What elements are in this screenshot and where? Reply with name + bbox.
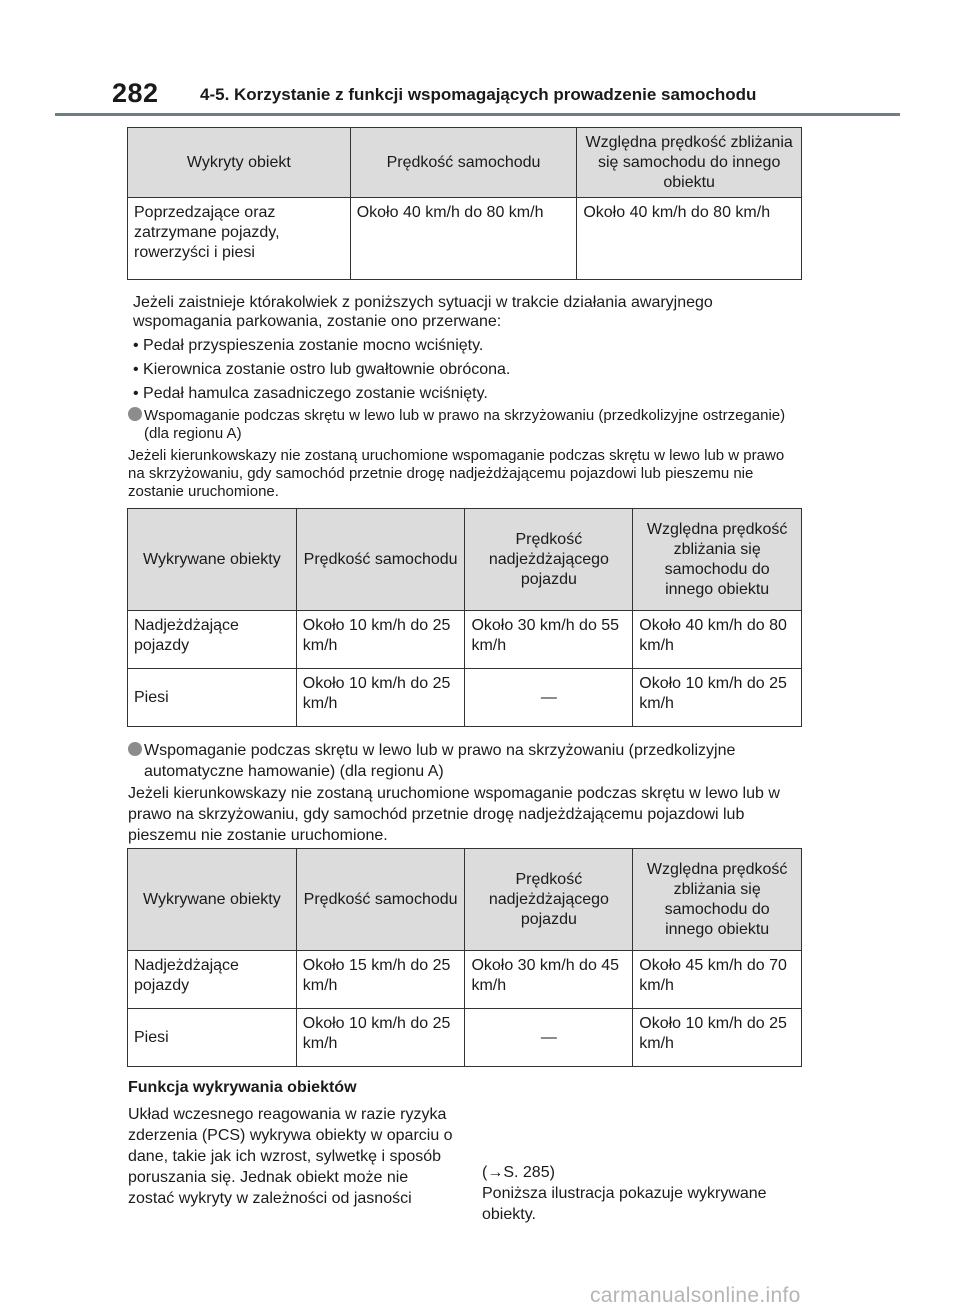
section-paragraph: Jeżeli kierunkowskazy nie zostaną uruchomione wspomaganie podczas skrętu w lewo lub w prawo na skrzyżowaniu, gdy samochód przetnie drogę nadjeżdżającemu pojazdowi lub pieszemu nie zostanie uruchomione.: [128, 785, 780, 844]
table-header-cell: Wykrywane obiekty: [128, 509, 297, 611]
page-reference-text: S. 285): [503, 1164, 555, 1181]
table-cell: Około 10 km/h do 25 km/h: [633, 1009, 802, 1067]
header-divider: [55, 113, 900, 116]
section-heading: [128, 740, 803, 782]
turn-assist-braking-table: [127, 848, 802, 1067]
arrow-right-icon: →: [487, 1164, 504, 1181]
table-row: [128, 951, 802, 1009]
detection-continuation: [482, 1078, 804, 1162]
detection-paragraph-2: Poniższa ilustracja pokazuje wykrywane obiekty.: [482, 1185, 767, 1223]
table-cell: Około 10 km/h do 25 km/h: [296, 611, 465, 669]
page-number: 282: [112, 78, 159, 108]
table-cell: Poprzedzające oraz zatrzymane pojazdy, rowerzyści i piesi: [128, 198, 351, 280]
page-header: [0, 0, 960, 118]
table-cell: Około 10 km/h do 25 km/h: [296, 669, 465, 727]
list-item: • Pedał hamulca zasadniczego zostanie wciśnięty.: [133, 385, 488, 402]
table-header-row: [128, 849, 802, 951]
table-header-row: [128, 509, 802, 611]
detection-column-right: [482, 1078, 804, 1225]
bullet-dot-icon: [128, 742, 142, 756]
table-header-cell: Względna prędkość zbliżania się samochodu do innego obiektu: [577, 128, 802, 198]
table-header-cell: Prędkość nadjeżdżającego pojazdu: [465, 849, 633, 951]
interrupt-paragraph: Jeżeli zaistnieje którakolwiek z poniższych sytuacji w trakcie działania awaryjnego wspomagania parkowania, zostanie ono przerwane:: [133, 294, 713, 330]
watermark: carmanualsonline.info: [590, 1284, 801, 1307]
table-cell: Około 10 km/h do 25 km/h: [633, 669, 802, 727]
section-title: 4-5. Korzystanie z funkcji wspomagających prowadzenie samochodu: [200, 85, 757, 104]
table-row: [128, 198, 802, 280]
table-cell: Piesi: [128, 1009, 297, 1067]
list-item-text: Kierownica zostanie ostro lub gwałtownie obrócona.: [143, 361, 511, 378]
detection-column-left: [128, 1104, 458, 1209]
bullet-list: [133, 336, 803, 403]
list-item-text: Pedał przyspieszenia zostanie mocno wciśnięty.: [143, 337, 484, 354]
list-item: • Pedał przyspieszenia zostanie mocno wciśnięty.: [133, 337, 484, 354]
table-cell: Około 30 km/h do 45 km/h: [465, 951, 633, 1009]
table-cell: Nadjeżdżające pojazdy: [128, 611, 297, 669]
table-cell: Około 40 km/h do 80 km/h: [350, 198, 577, 280]
table-cell: Około 10 km/h do 25 km/h: [296, 1009, 465, 1067]
table-row: [128, 1009, 802, 1067]
detection-paragraph: Układ wczesnego reagowania w razie ryzyka zderzenia (PCS) wykrywa obiekty w oparciu o dane, takie jak ich wzrost, sylwetkę i sposób poruszania się. Jednak obiekt może nie zostać wykryty w zależności od jasności: [128, 1106, 453, 1207]
table-cell: Około 15 km/h do 25 km/h: [296, 951, 465, 1009]
bullet-dot-icon: [128, 407, 142, 421]
table-cell: Około 40 km/h do 80 km/h: [633, 611, 802, 669]
list-item-text: Pedał hamulca zasadniczego zostanie wciśnięty.: [143, 385, 488, 402]
table-cell: Nadjeżdżające pojazdy: [128, 951, 297, 1009]
section-heading-text: Wspomaganie podczas skrętu w lewo lub w prawo na skrzyżowaniu (przedkolizyjne ostrzeganie) (dla regionu A): [144, 407, 786, 442]
detection-speed-table: [127, 127, 802, 280]
table-cell: Około 40 km/h do 80 km/h: [577, 198, 802, 280]
turn-assist-warning-table: [127, 508, 802, 727]
table-header-cell: Względna prędkość zbliżania się samochodu do innego obiektu: [633, 849, 802, 951]
table-header-cell: Wykryty obiekt: [128, 128, 351, 198]
table-header-cell: Prędkość nadjeżdżającego pojazdu: [465, 509, 633, 611]
section-heading: [128, 407, 803, 443]
table-cell: Około 30 km/h do 55 km/h: [465, 611, 633, 669]
table-header-cell: Prędkość samochodu: [350, 128, 577, 198]
table-header-cell: Prędkość samochodu: [296, 509, 465, 611]
table-cell: —: [465, 669, 633, 727]
table-row: [128, 611, 802, 669]
table-row: [128, 669, 802, 727]
page-reference: (→S. 285): [482, 1164, 555, 1181]
table-header-row: [128, 128, 802, 198]
section-paragraph: Jeżeli kierunkowskazy nie zostaną uruchomione wspomaganie podczas skrętu w lewo lub w prawo na skrzyżowaniu, gdy samochód przetnie drogę nadjeżdżającemu pojazdowi lub pieszemu nie zostanie uruchomione.: [128, 447, 785, 500]
table-cell: —: [465, 1009, 633, 1067]
section-heading-text: Wspomaganie podczas skrętu w lewo lub w prawo na skrzyżowaniu (przedkolizyjne automatyczne hamowanie) (dla regionu A): [144, 742, 736, 780]
table-header-cell: Prędkość samochodu: [296, 849, 465, 951]
table-cell: Piesi: [128, 669, 297, 727]
table-header-cell: Względna prędkość zbliżania się samochodu do innego obiektu: [633, 509, 802, 611]
table-cell: Około 45 km/h do 70 km/h: [633, 951, 802, 1009]
detection-heading: Funkcja wykrywania obiektów: [128, 1079, 357, 1096]
list-item: • Kierownica zostanie ostro lub gwałtownie obrócona.: [133, 361, 511, 378]
table-header-cell: Wykrywane obiekty: [128, 849, 297, 951]
